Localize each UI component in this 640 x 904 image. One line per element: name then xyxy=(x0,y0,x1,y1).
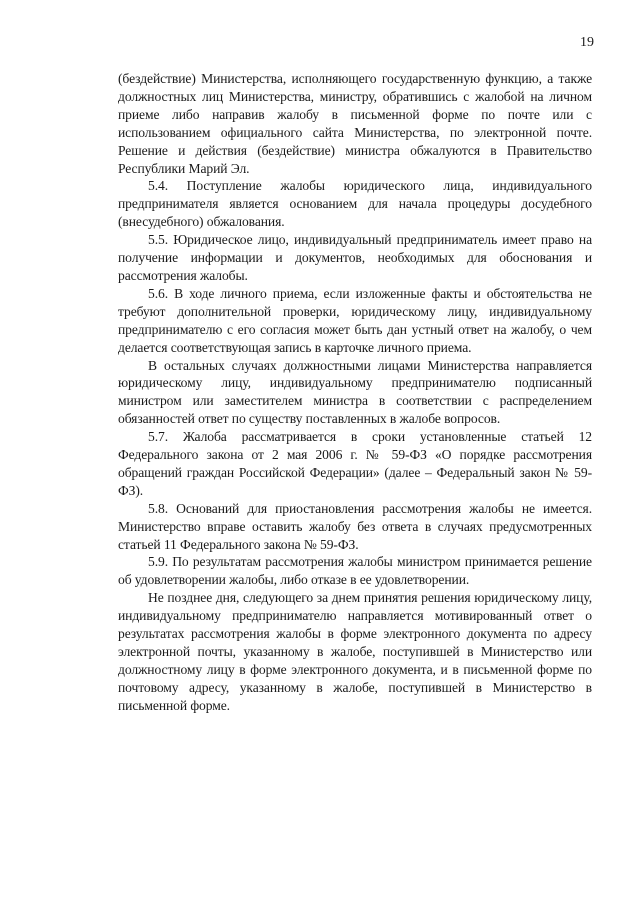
paragraph-5-7: 5.7. Жалоба рассматривается в сроки установленные статьей 12 Федерального закона от 2 мая 2006 г. № 59-ФЗ «О порядке рассмотрения обращений граждан Российской Федерации» (далее – Федеральный закон № 59-ФЗ). xyxy=(118,429,592,498)
page-number: 19 xyxy=(580,35,594,50)
paragraph-continuation: (бездействие) Министерства, исполняющего государственную функцию, а также должностных лиц Министерства, министру, обратившись с жалобой на личном приеме либо направив жалобу в письменной форме по почте или с использованием официального сайта Министерства, по электронной почте. Решение и действия (бездействие) министра обжалуются в Правительство Республики Марий Эл. xyxy=(118,71,592,176)
paragraph-5-9: 5.9. По результатам рассмотрения жалобы министром принимается решение об удовлетворении жалобы, либо отказе в ее удовлетворении. xyxy=(118,554,592,588)
paragraph-5-4: 5.4. Поступление жалобы юридического лица, индивидуального предпринимателя является основанием для начала процедуры досудебного (внесудебного) обжалования. xyxy=(118,178,592,230)
paragraph-5-5: 5.5. Юридическое лицо, индивидуальный предприниматель имеет право на получение информации и документов, необходимых для обоснования и рассмотрения жалобы. xyxy=(118,232,592,283)
document-body xyxy=(118,70,592,715)
paragraph-5-9-response: Не позднее дня, следующего за днем принятия решения юридическому лицу, индивидуальному предпринимателю направляется мотивированный ответ о результатах рассмотрения жалобы в форме электронного документа по адресу электронной почты, указанному в жалобе, поступившей в Министерство или должностному лицу в форме электронного документа, и в письменной форме по почтовому адресу, указанному в жалобе, поступившей в Министерство в письменной форме. xyxy=(118,590,592,713)
paragraph-5-8: 5.8. Оснований для приостановления рассмотрения жалобы не имеется. Министерство вправе оставить жалобу без ответа в случаях предусмотренных статьей 11 Федерального закона № 59-ФЗ. xyxy=(118,500,592,552)
paragraph-5-6-other-cases: В остальных случаях должностными лицами Министерства направляется юридическому лицу, индивидуальному предпринимателю подписанный министром или заместителем министра в соответствии с распределением обязанностей ответ по существу поставленных в жалобе вопросов. xyxy=(118,357,592,427)
paragraph-5-6: 5.6. В ходе личного приема, если изложенные факты и обстоятельства не требуют дополнительной проверки, юридическому лицу, индивидуальному предпринимателю с его согласия может быть дан устный ответ на жалобу, о чем делается соответствующая запись в карточке личного приема. xyxy=(118,285,592,355)
